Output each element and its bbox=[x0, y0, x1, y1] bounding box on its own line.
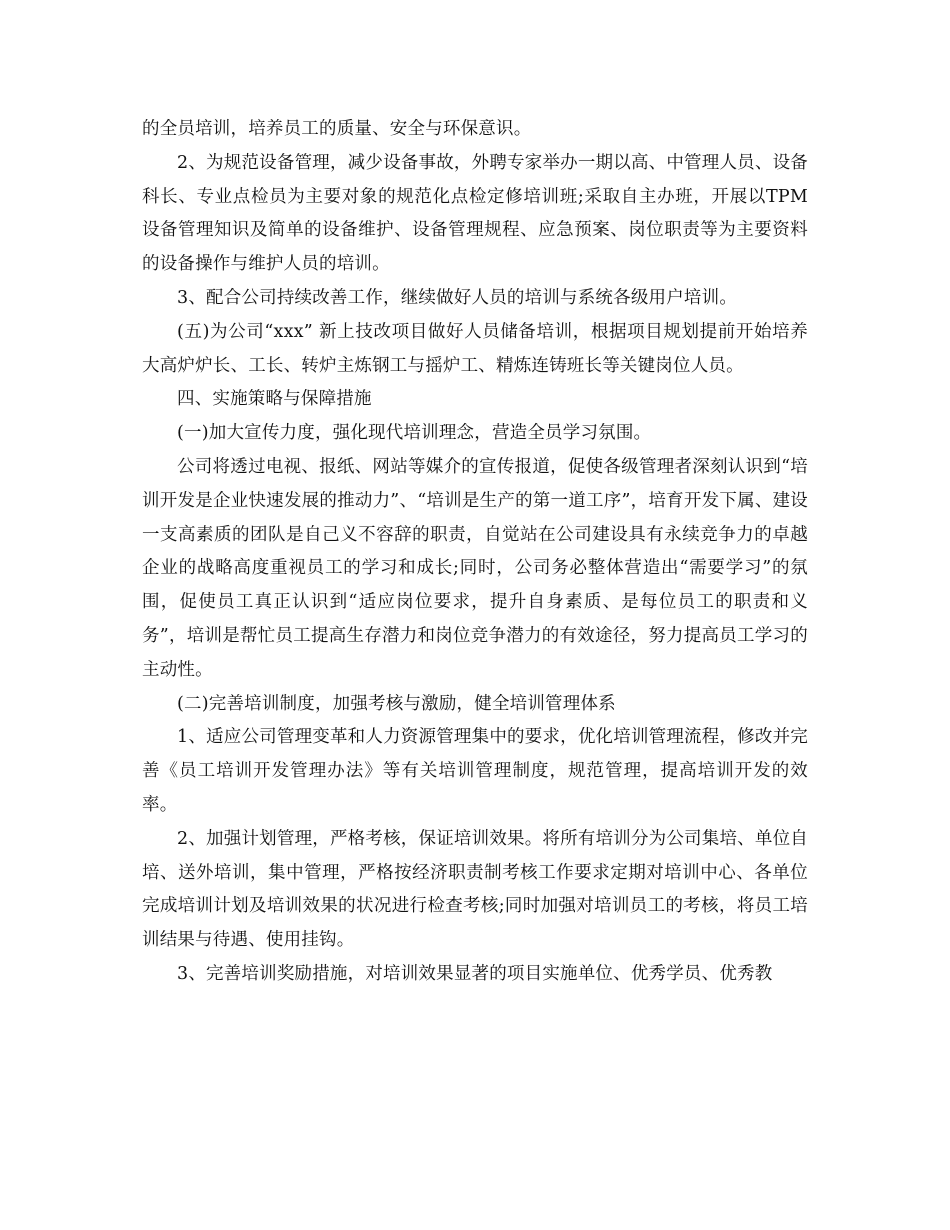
section-heading-4: 四、实施策略与保障措施 bbox=[177, 389, 372, 410]
document-body bbox=[142, 113, 808, 992]
subsection-heading-1: (一)加大宣传力度，强化现代培训理念，营造全员学习氛围。 bbox=[177, 423, 652, 444]
paragraph-10: 2、加强计划管理，严格考核，保证培训效果。将所有培训分为公司集培、单位自培、送外培训，集中管理，严格按经济职责制考核工作要求定期对培训中心、各单位完成培训计划及培训效果的状况进行检查考核;同时加强对培训员工的考核，将员工培训结果与待遇、使用挂钩。 bbox=[142, 828, 808, 951]
paragraph-4: (五)为公司“xxx” 新上技改项目做好人员储备培训，根据项目规划提前开始培养大高炉炉长、工长、转炉主炼钢工与摇炉工、精炼连铸班长等关键岗位人员。 bbox=[142, 321, 808, 376]
paragraph-11: 3、完善培训奖励措施，对培训效果显著的项目实施单位、优秀学员、优秀教 bbox=[177, 963, 773, 984]
paragraph-9: 1、适应公司管理变革和人力资源管理集中的要求，优化培训管理流程，修改并完善《员工培训开发管理办法》等有关培训管理制度，规范管理，提高培训开发的效率。 bbox=[142, 727, 808, 815]
paragraph-2: 2、为规范设备管理，减少设备事故，外聘专家举办一期以高、中管理人员、设备科长、专业点检员为主要对象的规范化点检定修培训班;采取自主办班，开展以TPM设备管理知识及简单的设备维护、设备管理规程、应急预案、岗位职责等为主要资料的设备操作与维护人员的培训。 bbox=[142, 152, 808, 275]
paragraph-1: 的全员培训，培养员工的质量、安全与环保意识。 bbox=[142, 119, 532, 139]
paragraph-3: 3、配合公司持续改善工作，继续做好人员的培训与系统各级用户培训。 bbox=[177, 287, 738, 308]
paragraph-7: 公司将透过电视、报纸、网站等媒介的宣传报道，促使各级管理者深刻认识到“培训开发是企业快速发展的推动力”、“培训是生产的第一道工序”，培育开发下属、建设一支高素质的团队是自己义不容辞的职责，自觉站在公司建设具有永续竞争力的卓越企业的战略高度重视员工的学习和成长;同时，公司务必整体营造出“需要学习”的氛围，促使员工真正认识到“适应岗位要求，提升自身素质、是每位员工的职责和义务”，培训是帮忙员工提高生存潜力和岗位竞争潜力的有效途径，努力提高员工学习的主动性。 bbox=[142, 456, 808, 680]
subsection-heading-2: (二)完善培训制度，加强考核与激励，健全培训管理体系 bbox=[177, 693, 616, 714]
